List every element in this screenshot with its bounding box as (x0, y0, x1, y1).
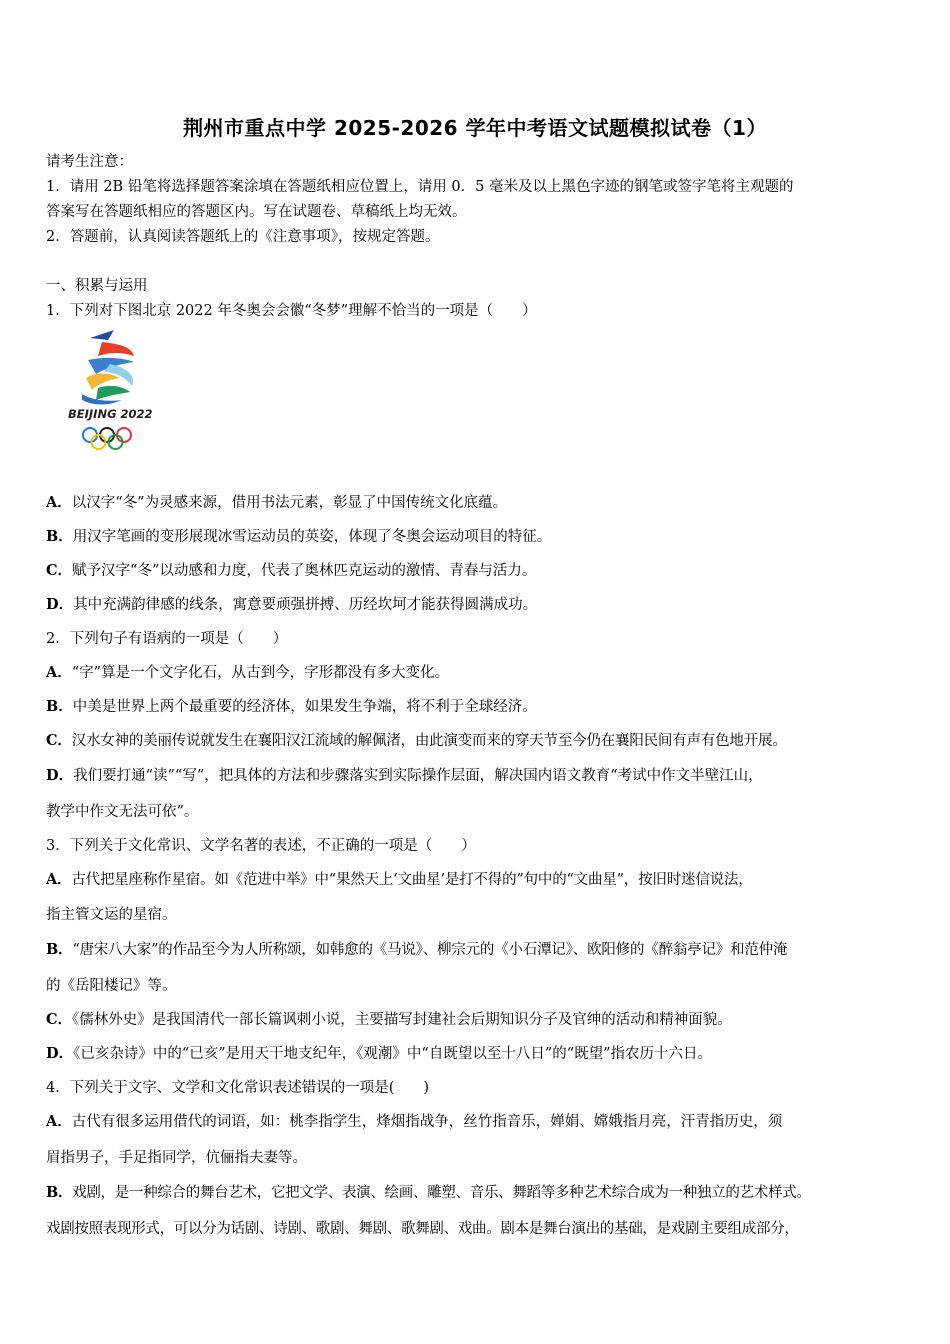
option-text: 以汉字“冬”为灵感来源，借用书法元素，彰显了中国传统文化底蕴。 (71, 495, 508, 511)
page-title: 荆州市重点中学 2025-2026 学年中考语文试题模拟试卷（1） (183, 116, 767, 140)
q1-option-a (46, 493, 507, 513)
notice-heading: 请考生注意： (46, 154, 133, 170)
option-text: 我们要打通“读”“写”，把具体的方法和步骤落实到实际操作层面，解决国内语文教育“考试中作文半壁江山， (73, 768, 763, 784)
option-text: 汉水女神的美丽传说就发生在襄阳汉江流域的解佩渚，由此演变而来的穿天节至今仍在襄阳民间有声有色地开展。 (71, 733, 787, 749)
q2-option-d-cont: 教学中作文无法可依”。 (46, 804, 199, 820)
option-text: 用汉字笔画的变形展现冰雪运动员的英姿，体现了冬奥会运动项目的特征。 (72, 529, 552, 545)
option-label: A． (46, 664, 72, 681)
option-label: D． (46, 1045, 74, 1062)
option-label: B． (46, 941, 73, 958)
notice-item-1-line-2: 答案写在答题纸相应的答题区内。写在试题卷、草稿纸上均无效。 (46, 204, 467, 220)
q2-option-b (46, 697, 537, 717)
option-label: C． (46, 1011, 73, 1028)
option-text: “唐宋八大家”的作品至今为人所称颂，如韩愈的《马说》、柳宗元的《小石潭记》、欧阳修的《醉翁亭记》和范仲淹 (72, 942, 788, 958)
q4-option-a (46, 1112, 782, 1132)
notice-item-1-line-1: 1．请用 2B 铅笔将选择题答案涂填在答题纸相应位置上，请用 0．5 毫米及以上黑色字迹的钢笔或签字笔将主观题的 (46, 179, 794, 195)
option-text: 《儒林外史》是我国清代一部长篇讽刺小说，主要描写封建社会后期知识分子及官绅的活动和精神面貌。 (72, 1012, 732, 1028)
q2-option-a (46, 663, 449, 683)
option-text: 戏剧，是一种综合的舞台艺术，它把文学、表演、绘画、雕塑、音乐、舞蹈等多种艺术综合成为一种独立的艺术样式。 (72, 1185, 811, 1201)
q3-option-b-cont: 的《岳阳楼记》等。 (46, 978, 177, 994)
question-3-stem: 3．下列关于文化常识、文学名著的表述，不正确的一项是（ ） (46, 838, 476, 854)
q2-option-d (46, 766, 763, 786)
q2-option-c (46, 731, 787, 751)
q1-option-c (46, 561, 536, 581)
notice-item-2: 2．答题前，认真阅读答题纸上的《注意事项》，按规定答题。 (46, 229, 440, 245)
emblem-text: BEIJING 2022 (68, 407, 153, 421)
q4-option-a-cont: 眉指男子，手足指同学，伉俪指夫妻等。 (46, 1150, 307, 1166)
option-label: C． (46, 562, 73, 579)
option-label: A． (46, 494, 72, 511)
section-heading: 一、积累与运用 (46, 278, 148, 294)
option-text: 赋予汉字“冬”以动感和力度，代表了奥林匹克运动的激情、青春与活力。 (72, 563, 537, 579)
option-label: A． (46, 1113, 72, 1130)
option-label: B． (46, 1184, 73, 1201)
option-label: A． (46, 871, 72, 888)
q4-option-b-cont: 戏剧按照表现形式，可以分为话剧、诗剧、歌剧、舞剧、歌舞剧、戏曲。剧本是舞台演出的基础，是戏剧主要组成部分， (46, 1221, 799, 1237)
beijing-2022-emblem (62, 326, 162, 462)
option-label: D． (46, 767, 74, 784)
option-text: 其中充满韵律感的线条，寓意要顽强拼搏、历经坎坷才能获得圆满成功。 (73, 597, 538, 613)
question-2-stem: 2．下列句子有语病的一项是（ ） (46, 631, 288, 647)
option-text: 古代有很多运用借代的词语，如：桃李指学生，烽烟指战争，丝竹指音乐，婵娟、嫦娥指月亮，汗青指历史，须 (71, 1114, 783, 1130)
q3-option-c (46, 1010, 732, 1030)
option-text: 古代把星座称作星宿。如《范进中举》中“果然天上‘文曲星’是打不得的”句中的“文曲星”，按旧时迷信说法， (71, 872, 753, 888)
option-label: B． (46, 528, 73, 545)
q1-option-d (46, 595, 537, 615)
q3-option-a-cont: 指主管文运的星宿。 (46, 907, 177, 923)
q3-option-b (46, 940, 787, 960)
option-label: C． (46, 732, 72, 749)
question-4-stem: 4．下列关于文字、文学和文化常识表述错误的一项是( ) (46, 1080, 430, 1096)
q3-option-a (46, 870, 753, 890)
question-1-stem: 1．下列对下图北京 2022 年冬奥会会徽“冬梦”理解不恰当的一项是（ ） (46, 303, 537, 319)
q1-option-b (46, 527, 551, 547)
q3-option-d (46, 1044, 712, 1064)
option-text: 《已亥杂诗》中的“已亥”是用天干地支纪年，《观潮》中“自既望以至十八日”的“既望”指农历十六日。 (73, 1046, 713, 1062)
winter-dream-logo-icon (82, 330, 134, 405)
olympic-rings-icon (83, 428, 131, 449)
option-text: “字”算是一个文字化石，从古到今，字形都没有多大变化。 (71, 665, 450, 681)
option-label: D． (46, 596, 74, 613)
option-text: 中美是世界上两个最重要的经济体，如果发生争端，将不利于全球经济。 (72, 699, 537, 715)
q4-option-b (46, 1183, 811, 1203)
option-label: B． (46, 698, 73, 715)
